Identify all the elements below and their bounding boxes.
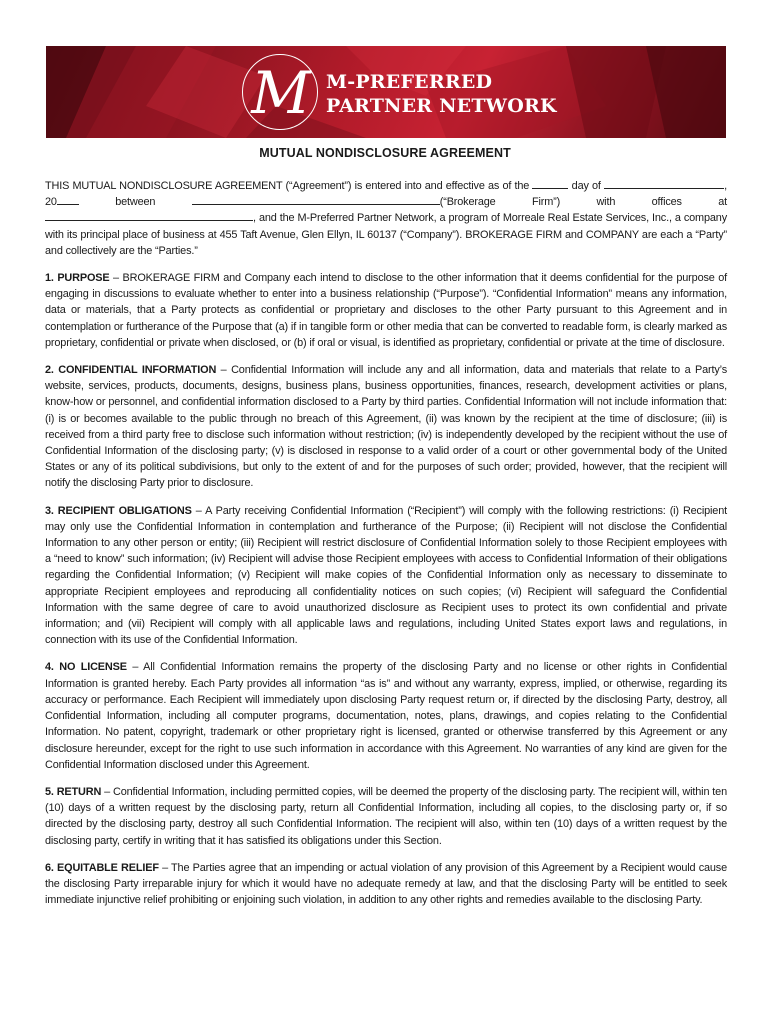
brand-name	[326, 70, 557, 118]
section-heading: 6. EQUITABLE RELIEF	[45, 861, 159, 874]
intro-text-4: between	[115, 196, 156, 209]
section-heading: 4. NO LICENSE	[45, 661, 127, 674]
intro-paragraph	[45, 178, 727, 259]
intro-text-2: day of	[571, 180, 601, 192]
section-confidential-information	[45, 362, 727, 492]
intro-text-6: ,	[253, 212, 256, 225]
brand-line-2: PARTNER NETWORK	[326, 95, 557, 117]
section-recipient-obligations	[45, 503, 727, 649]
section-heading: 5. RETURN	[45, 785, 102, 798]
brokerage-firm-blank[interactable]	[192, 194, 440, 205]
document-title: MUTUAL NONDISCLOSURE AGREEMENT	[259, 146, 511, 160]
section-purpose	[45, 270, 727, 351]
section-heading: 3. RECIPIENT OBLIGATIONS	[45, 504, 192, 517]
intro-text-7: and the M-Preferred Partner Network, a program of Morreale Real Estate Services, Inc., a company with its principal place of business at 455 Taft Avenue, Glen Ellyn, IL 60137 (“Company”). BROKERAGE FIRM and COMPANY are each a “Party” and collectively are the “Parties.”	[45, 212, 727, 257]
section-no-license	[45, 659, 727, 772]
section-equitable-relief	[45, 860, 727, 909]
section-heading: 1. PURPOSE	[45, 272, 110, 285]
section-body: – Confidential Information will include any and all information, data and materials that relate to a Party’s website, services, products, documents, designs, business plans, business opportunities, finances, research, development activities or plans, know-how or personnel, and confidential information disclosed to a Party by third parties. Confidential Information will not include information that: (i) is or becomes available to the public through no breach of this Agreement, (ii) was known by the recipient at the time of disclosure; (iii) is received from a third party free to disclose such information without restriction; (iv) is independently developed by the recipient without the use of Confidential Information of the disclosing party; (v) is disclosed in response to a valid order of a court or other governmental body of the United States or any of its political subdivisions, but only to the extent of and for the purposes of such order; provided, however, that the recipient will notify the disclosing Party prior to disclosure.	[45, 364, 728, 490]
intro-text-5: (“Brokerage Firm”) with offices at	[439, 196, 727, 209]
section-body: – The Parties agree that an impending or actual violation of any provision of this Agreement by a Recipient would cause the disclosing Party irreparable injury for which it would have no adequate remedy at law, and that the disclosing Party will be entitled to seek immediate injunctive relief prohibiting or enjoining such violation, in addition to any other rights and remedies available to the disclosing Party.	[45, 861, 728, 907]
offices-blank[interactable]	[45, 210, 253, 221]
section-body: – Confidential Information, including permitted copies, will be deemed the property of the disclosing party. The recipient will, within ten (10) days of a written request by the disclosing party, return all Confidential Information, including all copies, to the disclosing party or, if so directed by the disclosing party, destroy all such Confidential Information. The recipient will also, within ten (10) days of a written request by the disclosing party, certify in writing that it has satisfied its obligations under this Section.	[45, 785, 727, 847]
section-body: – All Confidential Information remains the property of the disclosing Party and no license or other rights in Confidential Information is granted hereby. Each Party provides all information “as is” and without any warranty, express, implied, or otherwise, regarding its accuracy or performance. Each Recipient will immediately upon disclosing Party request return or, if directed by the disclosing Party, destroy, all Confidential Information, including all computer programs, documentation, notes, plans, drawings, and copies relating to the Confidential Information. No patent, copyright, trademark or other proprietary right is licensed, granted or otherwise transferred by this Agreement or any disclosure hereunder, except for the right to use such information in accordance with this Agreement. No warranties of any kind are given for the Confidential Information disclosed under this Agreement.	[45, 661, 727, 771]
intro-text-3: , 20	[45, 180, 727, 209]
section-return	[45, 784, 727, 849]
section-heading: 2. CONFIDENTIAL INFORMATION	[45, 364, 217, 377]
header-banner	[46, 46, 726, 138]
day-blank[interactable]	[532, 178, 568, 189]
logo-letter: M	[251, 59, 311, 127]
section-body: – A Party receiving Confidential Information (“Recipient”) will comply with the following restrictions: (i) Recipient may only use the Confidential Information in contemplation and furtherance of the Purpose; (ii) Recipient will not disclose the Confidential Information to any other person or entity; (iii) Recipient will restrict disclosure of Confidential Information solely to those Recipient employees with a “need to know” such information; (iv) Recipient will advise those Recipient employees with access to Confidential Information of their obligations regarding the Confidential Information; (v) Recipient will make copies of the Confidential Information only as necessary to disseminate to appropriate Recipient employees and reproducing all confidentiality notices on such copies; (vi) Recipient will safeguard the Confidential Information with the same degree of care to avoid unauthorized disclosure as Recipient uses to protect its own confidential and private information; and (vii) Recipient will comply with all applicable laws and regulations, including United States export laws and regulations, in connection with its use of the Confidential Information.	[45, 504, 727, 647]
intro-text-1: THIS MUTUAL NONDISCLOSURE AGREEMENT (“Agreement”) is entered into and effective as of the	[45, 180, 530, 192]
agreement-body	[45, 178, 727, 919]
year-blank[interactable]	[57, 194, 79, 205]
month-blank[interactable]	[604, 178, 724, 189]
logo-circle	[242, 54, 318, 130]
section-body: – BROKERAGE FIRM and Company each intend to disclose to the other information that it deems confidential for the purpose of engaging in discussions to evaluate whether to enter into a business relationship (“Purpose”). “Confidential Information” means any information, data or materials, that a Party protects as confidential or proprietary and discloses to the other Party pursuant to this Agreement and in contemplation or furtherance of the Purpose that (a) if in tangible form or other media that can be converted to readable form, is clearly marked as proprietary, confidential or private when disclosed, or (b) if oral or visual, is identified as proprietary, confidential or private at the time of disclosure.	[45, 272, 727, 349]
brand-line-1: M-PREFERRED	[326, 71, 493, 93]
